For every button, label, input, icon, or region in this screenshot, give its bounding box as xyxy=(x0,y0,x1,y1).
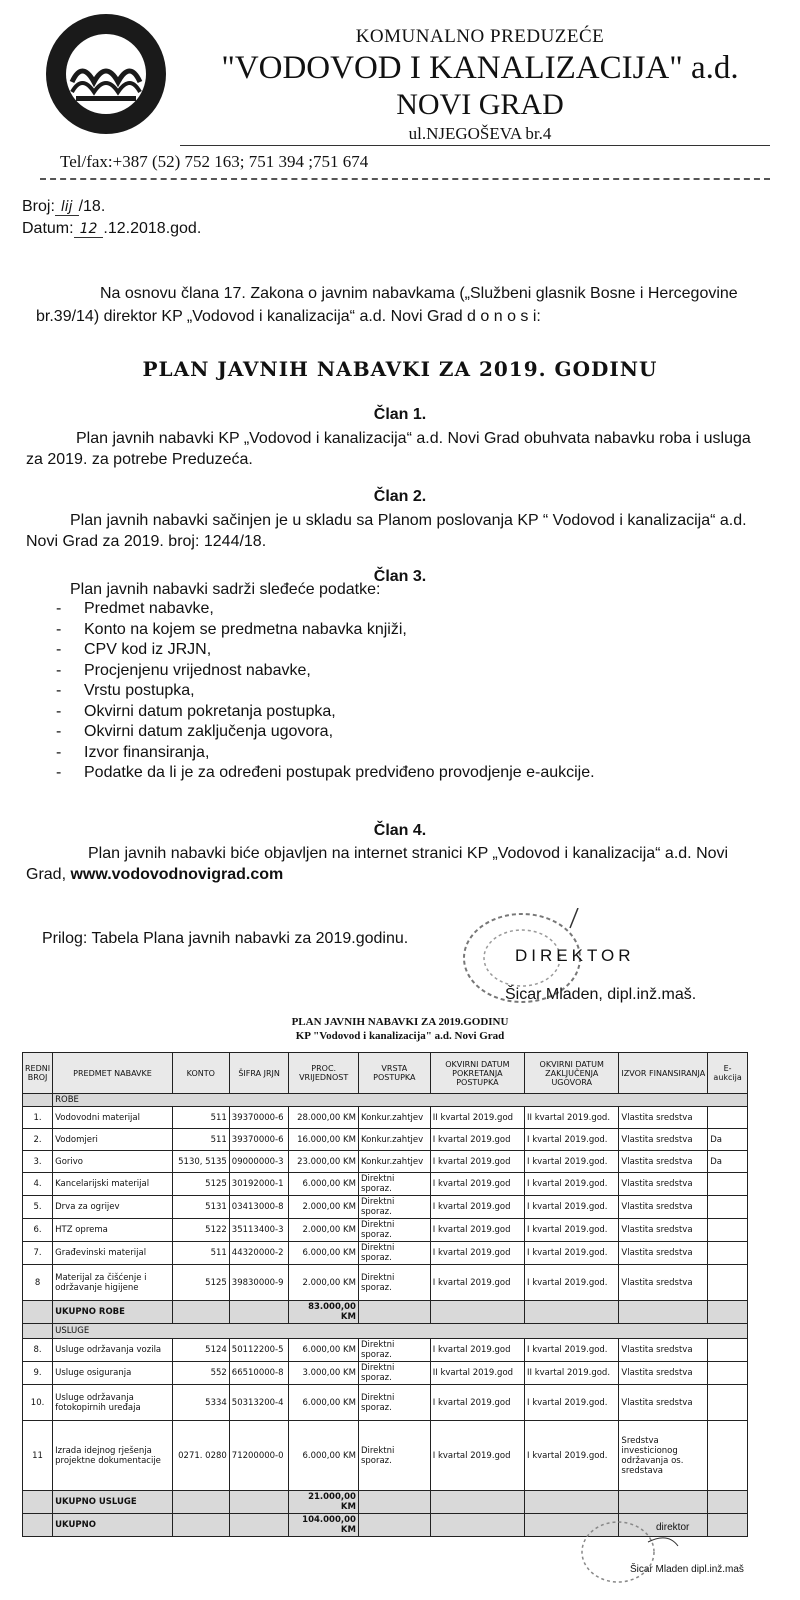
table-row xyxy=(23,1362,748,1385)
table-cell: 6. xyxy=(23,1219,53,1242)
table-cell: Usluge održavanja vozila xyxy=(53,1339,173,1362)
table-cell: Vodovodni materijal xyxy=(53,1107,173,1129)
table-cell: 511 xyxy=(172,1129,229,1151)
table-cell: 30192000-1 xyxy=(229,1173,289,1196)
table-header-row xyxy=(23,1053,748,1094)
table-cell: 552 xyxy=(172,1362,229,1385)
clan3-list xyxy=(56,599,595,784)
total-cell: UKUPNO ROBE xyxy=(53,1301,173,1324)
broj-line xyxy=(22,198,105,216)
table-cell: 2.000,00 KM xyxy=(289,1219,359,1242)
table-cell: I kvartal 2019.god xyxy=(430,1151,524,1173)
table-cell: Direktni sporaz. xyxy=(358,1362,430,1385)
table-cell: Vlastita sredstva xyxy=(619,1173,708,1196)
list-item: - Procjenjenu vrijednost nabavke, xyxy=(56,661,595,682)
table-cell: Direktni sporaz. xyxy=(358,1196,430,1219)
table-cell: 4. xyxy=(23,1173,53,1196)
table-cell: 6.000,00 KM xyxy=(289,1339,359,1362)
table-cell: I kvartal 2019.god. xyxy=(525,1219,619,1242)
table-cell: Konkur.zahtjev xyxy=(358,1129,430,1151)
clan4-heading: Član 4. xyxy=(373,822,427,839)
table-cell: Kancelarijski materijal xyxy=(53,1173,173,1196)
total-cell: 104.000,00 KM xyxy=(289,1514,359,1537)
clan4-text xyxy=(26,843,756,885)
table-cell: 39370000-6 xyxy=(229,1129,289,1151)
table-cell xyxy=(23,1491,53,1514)
table-cell xyxy=(708,1219,748,1242)
list-item: - Vrstu postupka, xyxy=(56,681,595,702)
table-cell: Vlastita sredstva xyxy=(619,1151,708,1173)
table-row xyxy=(23,1421,748,1491)
table-cell xyxy=(358,1491,430,1514)
table-cell xyxy=(430,1514,524,1537)
table-cell xyxy=(525,1301,619,1324)
column-header: PROC. VRIJEDNOST xyxy=(289,1053,359,1094)
table-row xyxy=(23,1151,748,1173)
document-title: PLAN JAVNIH NABAVKI ZA 2019. GODINU xyxy=(142,357,658,381)
table-cell: Izrada idejnog rješenja projektne dokumentacije xyxy=(53,1421,173,1491)
table-cell: 6.000,00 KM xyxy=(289,1421,359,1491)
table-cell: II kvartal 2019.god. xyxy=(525,1362,619,1385)
table-cell: I kvartal 2019.god xyxy=(430,1196,524,1219)
table-cell: 11 xyxy=(23,1421,53,1491)
table-cell: 5131 xyxy=(172,1196,229,1219)
section-row xyxy=(23,1094,748,1107)
table-cell xyxy=(708,1173,748,1196)
table-cell: Građevinski materijal xyxy=(53,1242,173,1265)
table-cell xyxy=(708,1385,748,1421)
website-link[interactable]: www.vodovodnovigrad.com xyxy=(70,866,284,883)
section-row xyxy=(23,1324,748,1339)
datum-label: Datum: xyxy=(22,220,74,237)
table-cell: 39370000-6 xyxy=(229,1107,289,1129)
table-cell: 5130, 5135 xyxy=(172,1151,229,1173)
table-cell: I kvartal 2019.god xyxy=(430,1265,524,1301)
table-cell: Sredstva investicionog održavanja os. sredstava xyxy=(619,1421,708,1491)
company-name: "VODOVOD I KANALIZACIJA" a.d. xyxy=(221,50,739,86)
list-item: - Okvirni datum pokretanja postupka, xyxy=(56,702,595,723)
table-cell xyxy=(708,1339,748,1362)
table-cell: 66510000-8 xyxy=(229,1362,289,1385)
table-cell: 5334 xyxy=(172,1385,229,1421)
prilog-line: Prilog: Tabela Plana javnih nabavki za 2019.godinu. xyxy=(42,930,409,947)
table-row xyxy=(23,1265,748,1301)
director-name: Šicar Mladen, dipl.inž.maš. xyxy=(505,986,697,1003)
footer-director: direktor xyxy=(656,1522,690,1533)
table-cell xyxy=(619,1301,708,1324)
table-cell xyxy=(23,1514,53,1537)
table-cell: 511 xyxy=(172,1242,229,1265)
table-cell: Vlastita sredstva xyxy=(619,1107,708,1129)
list-item: - CPV kod iz JRJN, xyxy=(56,640,595,661)
section-label: USLUGE xyxy=(53,1324,748,1339)
table-cell xyxy=(430,1301,524,1324)
table-cell: I kvartal 2019.god xyxy=(430,1385,524,1421)
table-cell: I kvartal 2019.god xyxy=(430,1129,524,1151)
table-cell: Vlastita sredstva xyxy=(619,1242,708,1265)
table-cell: 5125 xyxy=(172,1265,229,1301)
table-cell xyxy=(708,1421,748,1491)
broj-label: Broj: xyxy=(22,198,55,215)
table-cell xyxy=(430,1491,524,1514)
table-cell: 16.000,00 KM xyxy=(289,1129,359,1151)
section-label: ROBE xyxy=(53,1094,748,1107)
table-cell: Da xyxy=(708,1129,748,1151)
table-cell: Da xyxy=(708,1151,748,1173)
table-cell: 3. xyxy=(23,1151,53,1173)
phone-line: Tel/fax:+387 (52) 752 163; 751 394 ;751 674 xyxy=(60,152,369,171)
table-cell xyxy=(229,1491,289,1514)
table-cell: 511 xyxy=(172,1107,229,1129)
table-cell: Usluge osiguranja xyxy=(53,1362,173,1385)
column-header: ŠIFRA JRJN xyxy=(229,1053,289,1094)
table-cell: HTZ oprema xyxy=(53,1219,173,1242)
table-cell: I kvartal 2019.god. xyxy=(525,1265,619,1301)
table-cell: Direktni sporaz. xyxy=(358,1219,430,1242)
table-cell: 50313200-4 xyxy=(229,1385,289,1421)
table-cell: Vlastita sredstva xyxy=(619,1219,708,1242)
table-cell: 2.000,00 KM xyxy=(289,1265,359,1301)
table-cell: 2.000,00 KM xyxy=(289,1196,359,1219)
table-cell xyxy=(708,1362,748,1385)
table-cell: Direktni sporaz. xyxy=(358,1385,430,1421)
table-cell: Direktni sporaz. xyxy=(358,1421,430,1491)
table-cell: I kvartal 2019.god xyxy=(430,1242,524,1265)
column-header: VRSTA POSTUPKA xyxy=(358,1053,430,1094)
datum-line xyxy=(22,220,201,238)
table-cell: Direktni sporaz. xyxy=(358,1265,430,1301)
table-cell: I kvartal 2019.god. xyxy=(525,1242,619,1265)
table-cell: II kvartal 2019.god xyxy=(430,1107,524,1129)
table-cell: I kvartal 2019.god xyxy=(430,1219,524,1242)
total-cell: UKUPNO USLUGE xyxy=(53,1491,173,1514)
table-cell: 10. xyxy=(23,1385,53,1421)
table-cell: 6.000,00 KM xyxy=(289,1385,359,1421)
table-cell: Materijal za čišćenje i održavanje higijene xyxy=(53,1265,173,1301)
table-cell: Konkur.zahtjev xyxy=(358,1151,430,1173)
table-cell xyxy=(172,1301,229,1324)
column-header: KONTO xyxy=(172,1053,229,1094)
header-divider xyxy=(40,178,770,180)
table-cell xyxy=(358,1301,430,1324)
company-address: ul.NJEGOŠEVA br.4 xyxy=(408,124,552,143)
table-cell: 28.000,00 KM xyxy=(289,1107,359,1129)
company-city: NOVI GRAD xyxy=(396,88,564,121)
table-cell: 9. xyxy=(23,1362,53,1385)
list-item: - Izvor finansiranja, xyxy=(56,743,595,764)
table-cell: I kvartal 2019.god. xyxy=(525,1173,619,1196)
table-cell: Direktni sporaz. xyxy=(358,1242,430,1265)
total-cell: 21.000,00 KM xyxy=(289,1491,359,1514)
column-header: E-aukcija xyxy=(708,1053,748,1094)
table-cell xyxy=(708,1265,748,1301)
table-cell: 6.000,00 KM xyxy=(289,1242,359,1265)
list-item: - Okvirni datum zaključenja ugovora, xyxy=(56,722,595,743)
broj-suffix: /18. xyxy=(78,198,106,215)
table-cell: Vodomjeri xyxy=(53,1129,173,1151)
table-cell: I kvartal 2019.god. xyxy=(525,1339,619,1362)
total-row xyxy=(23,1491,748,1514)
table-title: PLAN JAVNIH NABAVKI ZA 2019.GODINU xyxy=(291,1016,509,1028)
table-row xyxy=(23,1385,748,1421)
table-row xyxy=(23,1219,748,1242)
datum-handwritten: 12 xyxy=(74,221,104,238)
table-cell: Direktni sporaz. xyxy=(358,1173,430,1196)
clan4-body: Plan javnih nabavki biće objavljen na internet stranici KP „Vodovod i kanalizacija“ a.d. Novi Grad, xyxy=(26,845,729,883)
table-cell: 8. xyxy=(23,1339,53,1362)
table-cell: Vlastita sredstva xyxy=(619,1265,708,1301)
table-cell: 2. xyxy=(23,1129,53,1151)
table-cell: 39830000-9 xyxy=(229,1265,289,1301)
table-row xyxy=(23,1242,748,1265)
table-cell: I kvartal 2019.god xyxy=(430,1173,524,1196)
table-cell: 5. xyxy=(23,1196,53,1219)
table-cell: Drva za ogrijev xyxy=(53,1196,173,1219)
table-cell: I kvartal 2019.god xyxy=(430,1421,524,1491)
table-cell xyxy=(708,1491,748,1514)
column-header: PREDMET NABAVKE xyxy=(53,1053,173,1094)
table-cell: Vlastita sredstva xyxy=(619,1385,708,1421)
total-cell: UKUPNO xyxy=(53,1514,173,1537)
datum-suffix: .12.2018.god. xyxy=(103,220,202,237)
clan2-text: Plan javnih nabavki sačinjen je u skladu sa Planom poslovanja KP “ Vodovod i kanalizacija“ a.d. Novi Grad za 2019. broj: 1244/18. xyxy=(26,512,747,550)
column-header: REDNI BROJ xyxy=(23,1053,53,1094)
clan1-text: Plan javnih nabavki KP „Vodovod i kanalizacija“ a.d. Novi Grad obuhvata nabavku roba i usluga za 2019. za potrebe Preduzeća. xyxy=(26,430,751,468)
table-cell: 5125 xyxy=(172,1173,229,1196)
table-cell: 03413000-8 xyxy=(229,1196,289,1219)
table-cell: Vlastita sredstva xyxy=(619,1129,708,1151)
table-cell xyxy=(229,1514,289,1537)
broj-handwritten: lij xyxy=(55,199,79,216)
table-cell xyxy=(708,1301,748,1324)
clan3-heading: Član 3. xyxy=(373,568,427,585)
table-cell: 50112200-5 xyxy=(229,1339,289,1362)
company-type: KOMUNALNO PREDUZEĆE xyxy=(355,26,605,47)
table-cell xyxy=(229,1301,289,1324)
table-cell: 71200000-0 xyxy=(229,1421,289,1491)
column-header: IZVOR FINANSIRANJA xyxy=(619,1053,708,1094)
table-cell: I kvartal 2019.god. xyxy=(525,1385,619,1421)
table-row xyxy=(23,1196,748,1219)
table-cell: Konkur.zahtjev xyxy=(358,1107,430,1129)
table-cell: 5124 xyxy=(172,1339,229,1362)
table-cell: 35113400-3 xyxy=(229,1219,289,1242)
footer-director-name: Šicar Mladen dipl.inž.maš xyxy=(630,1564,744,1575)
table-cell: II kvartal 2019.god. xyxy=(525,1107,619,1129)
clan1-heading: Član 1. xyxy=(373,406,427,423)
table-cell: 6.000,00 KM xyxy=(289,1173,359,1196)
table-cell: Usluge održavanja fotokopirnih uređaja xyxy=(53,1385,173,1421)
table-cell: I kvartal 2019.god xyxy=(430,1339,524,1362)
table-row xyxy=(23,1339,748,1362)
table-cell xyxy=(172,1514,229,1537)
table-cell xyxy=(708,1242,748,1265)
table-cell xyxy=(172,1491,229,1514)
table-cell: 44320000-2 xyxy=(229,1242,289,1265)
table-cell xyxy=(708,1514,748,1537)
table-cell: Vlastita sredstva xyxy=(619,1362,708,1385)
column-header: OKVIRNI DATUM POKRETANJA POSTUPKA xyxy=(430,1053,524,1094)
table-cell xyxy=(708,1107,748,1129)
table-subtitle: KP "Vodovod i kanalizacija" a.d. Novi Grad xyxy=(295,1030,505,1042)
table-cell: Vlastita sredstva xyxy=(619,1196,708,1219)
table-cell: 7. xyxy=(23,1242,53,1265)
table-cell: 5122 xyxy=(172,1219,229,1242)
table-cell xyxy=(525,1491,619,1514)
table-cell: 8 xyxy=(23,1265,53,1301)
procurement-table xyxy=(22,1052,748,1537)
table-cell: 1. xyxy=(23,1107,53,1129)
intro-paragraph: Na osnovu člana 17. Zakona o javnim nabavkama („Službeni glasnik Bosne i Hercegovine br.39/14) direktor KP „Vodovod i kanalizacija“ a.d. Novi Grad d o n o s i: xyxy=(36,285,738,325)
table-cell: Direktni sporaz. xyxy=(358,1339,430,1362)
director-title: DIREKTOR xyxy=(515,946,635,965)
table-cell: 3.000,00 KM xyxy=(289,1362,359,1385)
table-row xyxy=(23,1107,748,1129)
table-cell: I kvartal 2019.god. xyxy=(525,1196,619,1219)
table-row xyxy=(23,1173,748,1196)
list-item: - Podatke da li je za određeni postupak predviđeno provodjenje e-aukcije. xyxy=(56,763,595,784)
table-cell xyxy=(358,1514,430,1537)
clan2-heading: Član 2. xyxy=(373,488,427,505)
table-cell: 23.000,00 KM xyxy=(289,1151,359,1173)
table-cell xyxy=(23,1301,53,1324)
table-cell: I kvartal 2019.god. xyxy=(525,1421,619,1491)
table-cell: I kvartal 2019.god. xyxy=(525,1129,619,1151)
table-row xyxy=(23,1129,748,1151)
table-cell xyxy=(619,1491,708,1514)
table-cell: 0271. 0280 xyxy=(172,1421,229,1491)
table-cell: Gorivo xyxy=(53,1151,173,1173)
header-rule xyxy=(180,145,770,146)
table-cell: Vlastita sredstva xyxy=(619,1339,708,1362)
column-header: OKVIRNI DATUM ZAKLJUČENJA UGOVORA xyxy=(525,1053,619,1094)
list-item: - Predmet nabavke, xyxy=(56,599,595,620)
table-cell xyxy=(708,1196,748,1219)
table-cell: 09000000-3 xyxy=(229,1151,289,1173)
table-cell: I kvartal 2019.god. xyxy=(525,1151,619,1173)
total-row xyxy=(23,1301,748,1324)
clan3-text: Plan javnih nabavki sadrži sleđeće podatke: xyxy=(70,581,381,598)
table-cell: II kvartal 2019.god xyxy=(430,1362,524,1385)
table-cell xyxy=(23,1324,53,1339)
list-item: - Konto na kojem se predmetna nabavka knjiži, xyxy=(56,620,595,641)
company-logo xyxy=(42,10,170,138)
total-cell: 83.000,00 KM xyxy=(289,1301,359,1324)
